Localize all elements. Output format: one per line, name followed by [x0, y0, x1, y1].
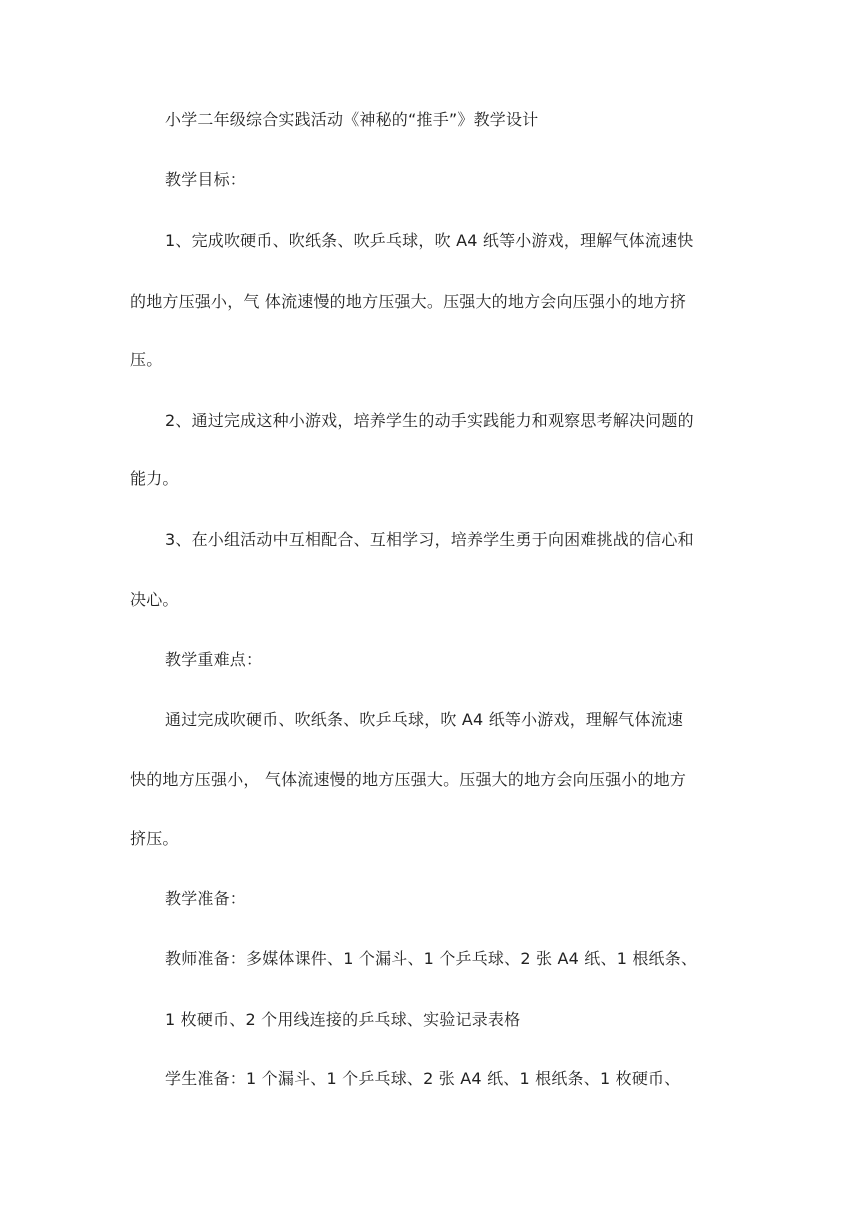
- paragraph-line: 决心。: [130, 590, 179, 609]
- document-title: 小学二年级综合实践活动《神秘的“推手”》教学设计: [165, 110, 539, 129]
- section-heading-key-points: 教学重难点：: [165, 650, 263, 669]
- paragraph-line: 通过完成吹硬币、吹纸条、吹乒乓球，吹 A4 纸等小游戏，理解气体流速: [165, 710, 684, 729]
- paragraph-line: 2、通过完成这种小游戏，培养学生的动手实践能力和观察思考解决问题的: [165, 411, 694, 430]
- section-heading-preparation: 教学准备：: [165, 889, 247, 908]
- paragraph-line: 的地方压强小，气 体流速慢的地方压强大。压强大的地方会向压强小的地方挤: [130, 292, 687, 311]
- paragraph-line: 快的地方压强小， 气体流速慢的地方压强大。压强大的地方会向压强小的地方: [130, 770, 687, 789]
- paragraph-line: 3、在小组活动中互相配合、互相学习，培养学生勇于向困难挑战的信心和: [165, 530, 694, 549]
- paragraph-line: 学生准备：1 个漏斗、1 个乒乓球、2 张 A4 纸、1 根纸条、1 枚硬币、: [165, 1069, 681, 1088]
- paragraph-line: 1、完成吹硬币、吹纸条、吹乒乓球，吹 A4 纸等小游戏，理解气体流速快: [165, 231, 694, 250]
- paragraph-line: 能力。: [130, 469, 179, 488]
- section-heading-goals: 教学目标：: [165, 170, 247, 189]
- paragraph-line: 挤压。: [130, 829, 179, 848]
- paragraph-line: 教师准备：多媒体课件、1 个漏斗、1 个乒乓球、2 张 A4 纸、1 根纸条、: [165, 949, 698, 968]
- paragraph-line: 压。: [130, 350, 163, 369]
- paragraph-line: 1 枚硬币、2 个用线连接的乒乓球、实验记录表格: [165, 1010, 521, 1029]
